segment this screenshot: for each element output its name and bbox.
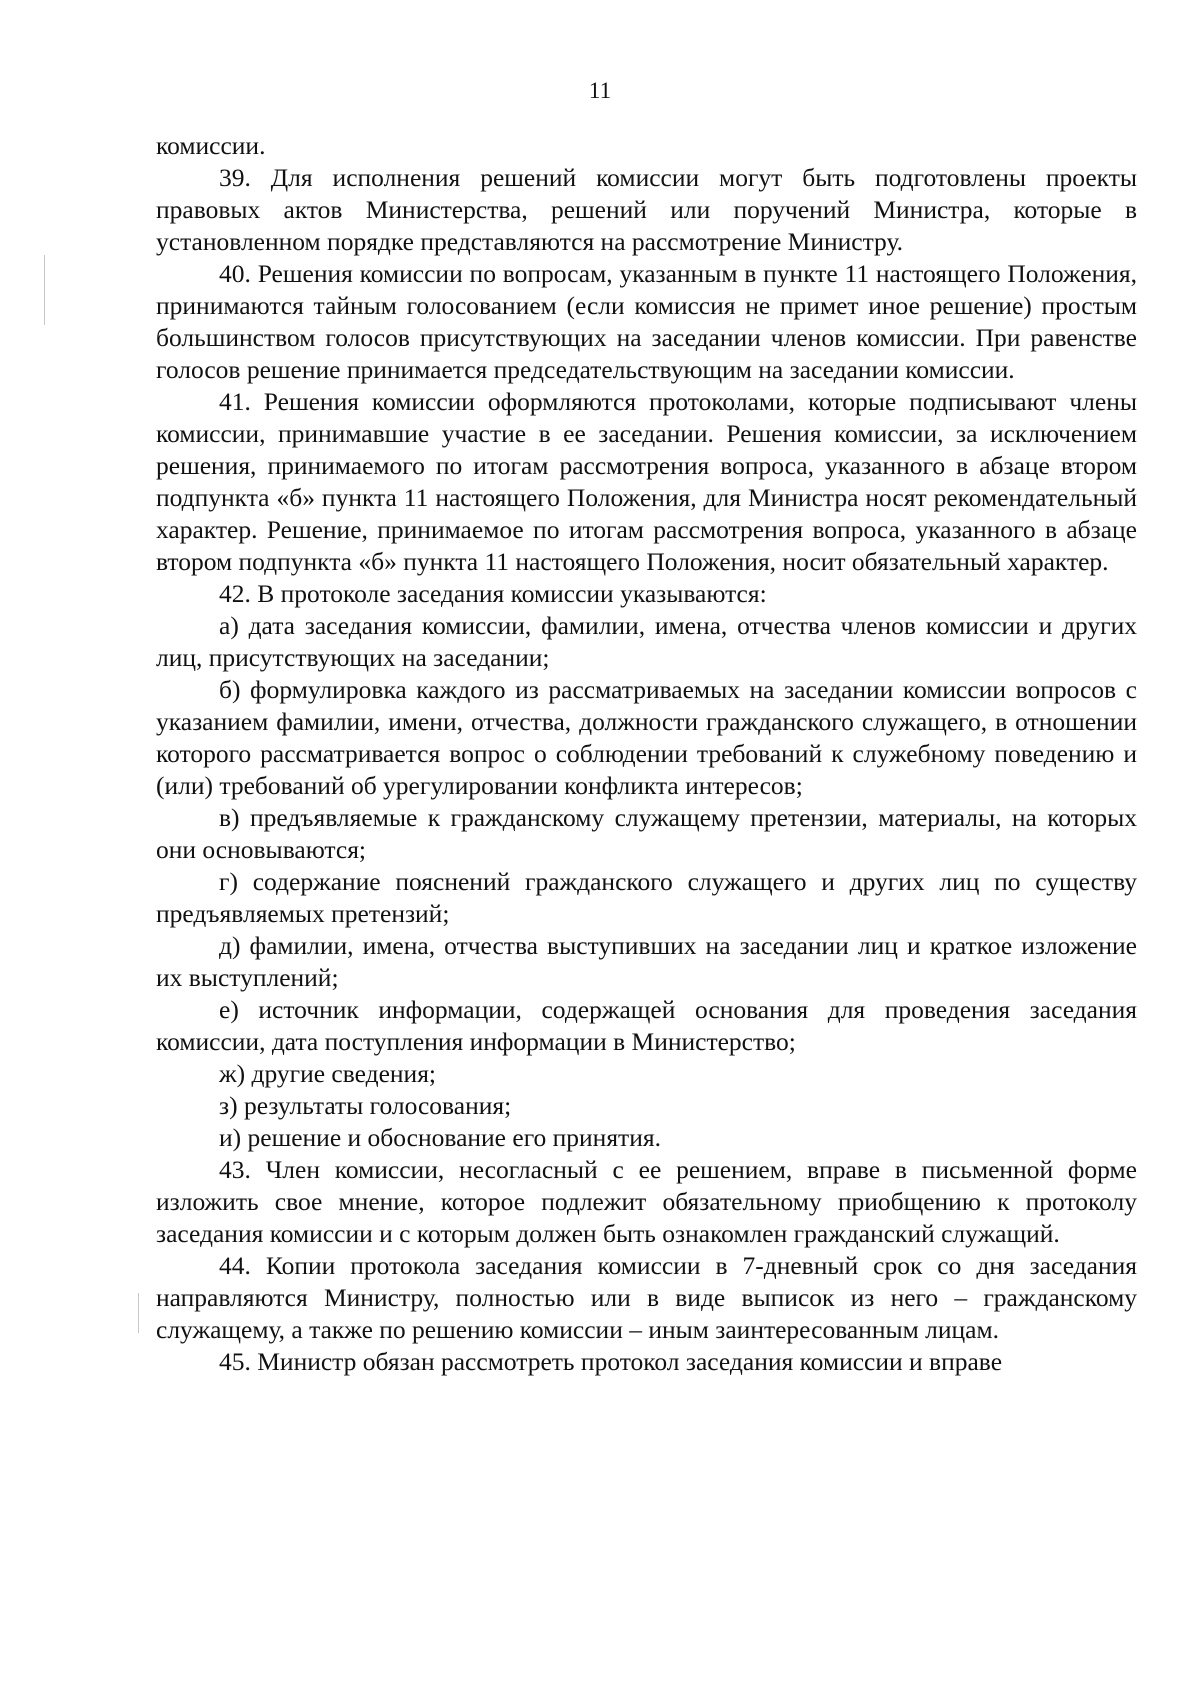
scan-artifact-line [44, 255, 45, 325]
list-item-i: и) решение и обоснование его принятия. [219, 1123, 661, 1152]
paragraph-45: 45. Министр обязан рассмотреть протокол заседания комиссии и вправе [219, 1347, 1003, 1376]
document-body [156, 130, 1137, 1378]
list-item-zh: ж) другие сведения; [219, 1059, 437, 1088]
paragraph-41: 41. Решения комиссии оформляются протоколами, которые подписывают члены комиссии, принимавшие участие в ее заседании. Решения комиссии, за исключением решения, принимаемого по итогам рассмотрения вопроса, указанного в абзаце втором подпункта «б» пункта 11 настоящего Положения, для Министра носят рекомендательный характер. Решение, принимаемое по итогам рассмотрения вопроса, указанного в абзаце втором подпункта «б» пункта 11 настоящего Положения, носит обязательный характер. [156, 387, 1137, 576]
list-item-b: б) формулировка каждого из рассматриваемых на заседании комиссии вопросов с указанием фамилии, имени, отчества, должности гражданского служащего, в отношении которого рассматривается вопрос о соблюдении требований к служебному поведению и (или) требований об урегулировании конфликта интересов; [156, 675, 1137, 800]
scan-artifact-line [138, 1293, 139, 1333]
list-item-v: в) предъявляемые к гражданскому служащему претензии, материалы, на которых они основываются; [156, 803, 1137, 864]
paragraph-40: 40. Решения комиссии по вопросам, указанным в пункте 11 настоящего Положения, принимаются тайным голосованием (если комиссия не примет иное решение) простым большинством голосов присутствующих на заседании членов комиссии. При равенстве голосов решение принимается председательствующим на заседании комиссии. [156, 259, 1137, 384]
list-item-g: г) содержание пояснений гражданского служащего и других лиц по существу предъявляемых претензий; [156, 867, 1137, 928]
list-item-e: е) источник информации, содержащей основания для проведения заседания комиссии, дата поступления информации в Министерство; [156, 995, 1137, 1056]
page-number: 11 [588, 78, 612, 103]
paragraph-43: 43. Член комиссии, несогласный с ее решением, вправе в письменной форме изложить свое мнение, которое подлежит обязательному приобщению к протоколу заседания комиссии и с которым должен быть ознакомлен гражданский служащий. [156, 1155, 1137, 1248]
list-item-z: з) результаты голосования; [219, 1091, 512, 1120]
list-item-d: д) фамилии, имена, отчества выступивших на заседании лиц и краткое изложение их выступлений; [156, 931, 1137, 992]
paragraph-44: 44. Копии протокола заседания комиссии в 7-дневный срок со дня заседания направляются Министру, полностью или в виде выписок из него – гражданскому служащему, а также по решению комиссии – иным заинтересованным лицам. [156, 1251, 1137, 1344]
paragraph-42: 42. В протоколе заседания комиссии указываются: [219, 579, 767, 608]
list-item-a: а) дата заседания комиссии, фамилии, имена, отчества членов комиссии и других лиц, присутствующих на заседании; [156, 611, 1137, 672]
paragraph-continuation: комиссии. [156, 131, 266, 160]
paragraph-39: 39. Для исполнения решений комиссии могут быть подготовлены проекты правовых актов Министерства, решений или поручений Министра, которые в установленном порядке представляются на рассмотрение Министру. [156, 163, 1137, 256]
